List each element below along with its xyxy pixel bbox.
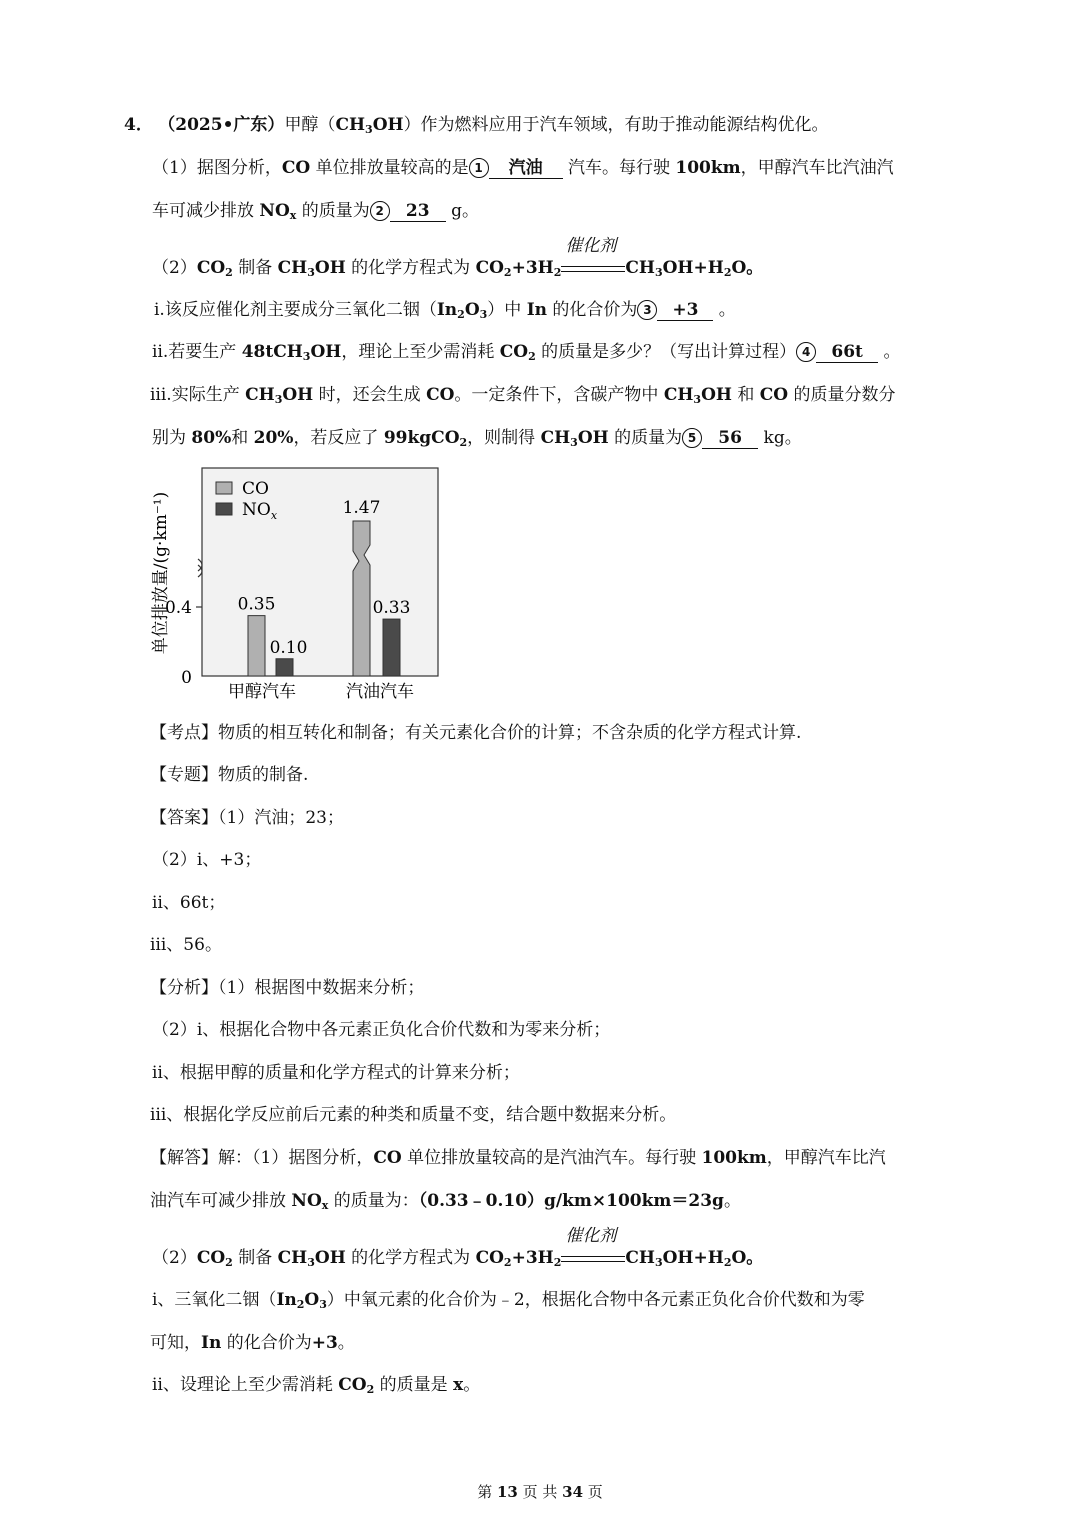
bar-co-gasoline xyxy=(353,521,370,676)
part2-iii-line1: ⅲ.实际生产 $CH_3OH$ 时，还会生成 CO。一定条件下，含碳产物中 $CH_3OH$ 和 CO 的质量分数分 xyxy=(150,385,896,406)
solution-ii-line: ⅱ、设理论上至少需消耗 $CO_2$ 的质量是 x。 xyxy=(152,1375,481,1396)
question-source: （2025•广东） xyxy=(158,115,285,135)
analysis-line-3: ⅱ、根据甲醇的质量和化学方程式的计算来分析； xyxy=(152,1063,520,1083)
blank-5-answer: 56 xyxy=(702,428,758,449)
page-footer: 第 13 页 共 34 页 xyxy=(477,1483,603,1501)
page-number: 13 xyxy=(496,1483,518,1501)
blank-3-answer: +3 xyxy=(657,300,713,321)
legend-swatch-nox xyxy=(216,503,232,515)
solution-equation: $(2)CO_2$ 制备 $CH_3OH$ 的化学方程式为 $CO_2+3H_2$ 催化剂 $CH_3OH+H_2O$。 xyxy=(152,1226,764,1269)
bar-nox-gasoline xyxy=(383,619,400,676)
part1-line1: （1）据图分析，CO 单位排放量较高的是 1 汽油 汽车。每行驶 100km，甲醇汽车比汽油汽 xyxy=(152,158,894,178)
part2-iii-line2: 别为 80%和 20%，若反应了 99kgCO$_2$，则制得 $CH_3OH$ 的质量为 5 56 kg。 xyxy=(152,428,802,449)
solution-i-line2: 可知，In 的化合价为+3。 xyxy=(150,1333,355,1353)
ytick-label-0: 0 xyxy=(181,668,192,688)
bar-co-methanol xyxy=(248,616,265,676)
answer-line-1: 【答案】（1）汽油；23； xyxy=(150,808,344,828)
part1-line2: 车可减少排放 $NO_x$ 的质量为 2 23 g。 xyxy=(152,201,480,222)
blank-4-marker: 4 xyxy=(796,342,816,362)
blank-5-marker: 5 xyxy=(682,428,702,448)
x-category-gasoline: 汽油汽车 xyxy=(346,682,414,702)
zhuanti-line: 【专题】物质的制备. xyxy=(150,765,309,785)
y-axis-label: 单位排放量/(g·km⁻¹) xyxy=(151,491,171,655)
blank-2-marker: 2 xyxy=(370,201,390,221)
catalyst-arrow: 催化剂 xyxy=(561,256,625,280)
answer-line-2: （2）ⅰ、+3； xyxy=(152,850,262,870)
solution-line-1: 【解答】解：（1）据图分析，CO 单位排放量较高的是汽油汽车。每行驶 100km，甲醇汽车比汽 xyxy=(150,1148,886,1168)
question-number: 4． xyxy=(124,115,153,135)
value-label-co-methanol: 0.35 xyxy=(237,594,276,615)
kaodian-line: 【考点】物质的相互转化和制备；有关元素化合价的计算；不含杂质的化学方程式计算. xyxy=(150,723,802,743)
blank-2-answer: 23 xyxy=(390,201,446,222)
analysis-line-2: （2）ⅰ、根据化合物中各元素正负化合价代数和为零来分析； xyxy=(152,1020,611,1040)
emission-bar-chart xyxy=(140,463,440,708)
question-stem: 4． （2025•广东）甲醇$(CH_3OH)$作为燃料应用于汽车领域，有助于推动能源结构优化。 xyxy=(124,115,829,136)
part2-ii: ⅱ.若要生产 48tCH$_3$OH，理论上至少需消耗 $CO_2$ 的质量是多少？（写出计算过程） 4 66t 。 xyxy=(152,342,901,363)
blank-3-marker: 3 xyxy=(637,300,657,320)
page-total: 34 xyxy=(562,1483,584,1501)
blank-1-marker: 1 xyxy=(469,158,489,178)
blank-1-answer: 汽油 xyxy=(489,158,563,179)
legend-label-nox: $NO_x$ xyxy=(242,500,278,522)
value-label-co-gasoline: 1.47 xyxy=(342,498,381,518)
answer-line-4: ⅲ、56。 xyxy=(150,935,222,955)
catalyst-arrow-2: 催化剂 xyxy=(561,1246,625,1270)
solution-line-2: 油汽车可减少排放 $NO_x$ 的质量为：（0.33﹣0.10）g/km×100km＝23g。 xyxy=(150,1191,741,1212)
ytick-label-04: 0.4 xyxy=(164,598,192,618)
part2-equation: $(2)CO_2$ 制备 $CH_3OH$ 的化学方程式为 $CO_2+3H_2$ 催化剂 $CH_3OH+H_2O$。 xyxy=(152,236,764,279)
value-label-nox-gasoline: 0.33 xyxy=(372,598,411,619)
value-label-nox-methanol: 0.10 xyxy=(269,637,308,658)
legend-label-co: CO xyxy=(242,479,269,499)
x-category-methanol: 甲醇汽车 xyxy=(228,682,296,702)
part2-i: ⅰ.该反应催化剂主要成分三氧化二铟$(In_2O_3)$中 In 的化合价为 3 +3 。 xyxy=(154,300,736,321)
analysis-line-1: 【分析】（1）根据图中数据来分析； xyxy=(150,978,425,998)
bar-nox-methanol xyxy=(276,659,293,676)
solution-i-line1: ⅰ、三氧化二铟$(In_2O_3)$中氧元素的化合价为﹣2，根据化合物中各元素正负化合价代数和为零 xyxy=(152,1290,865,1311)
analysis-line-4: ⅲ、根据化学反应前后元素的种类和质量不变，结合题中数据来分析。 xyxy=(150,1105,677,1125)
blank-4-answer: 66t xyxy=(816,342,878,363)
plot-area xyxy=(202,468,438,676)
answer-line-3: ⅱ、66t； xyxy=(152,893,226,913)
legend-swatch-co xyxy=(216,482,232,494)
